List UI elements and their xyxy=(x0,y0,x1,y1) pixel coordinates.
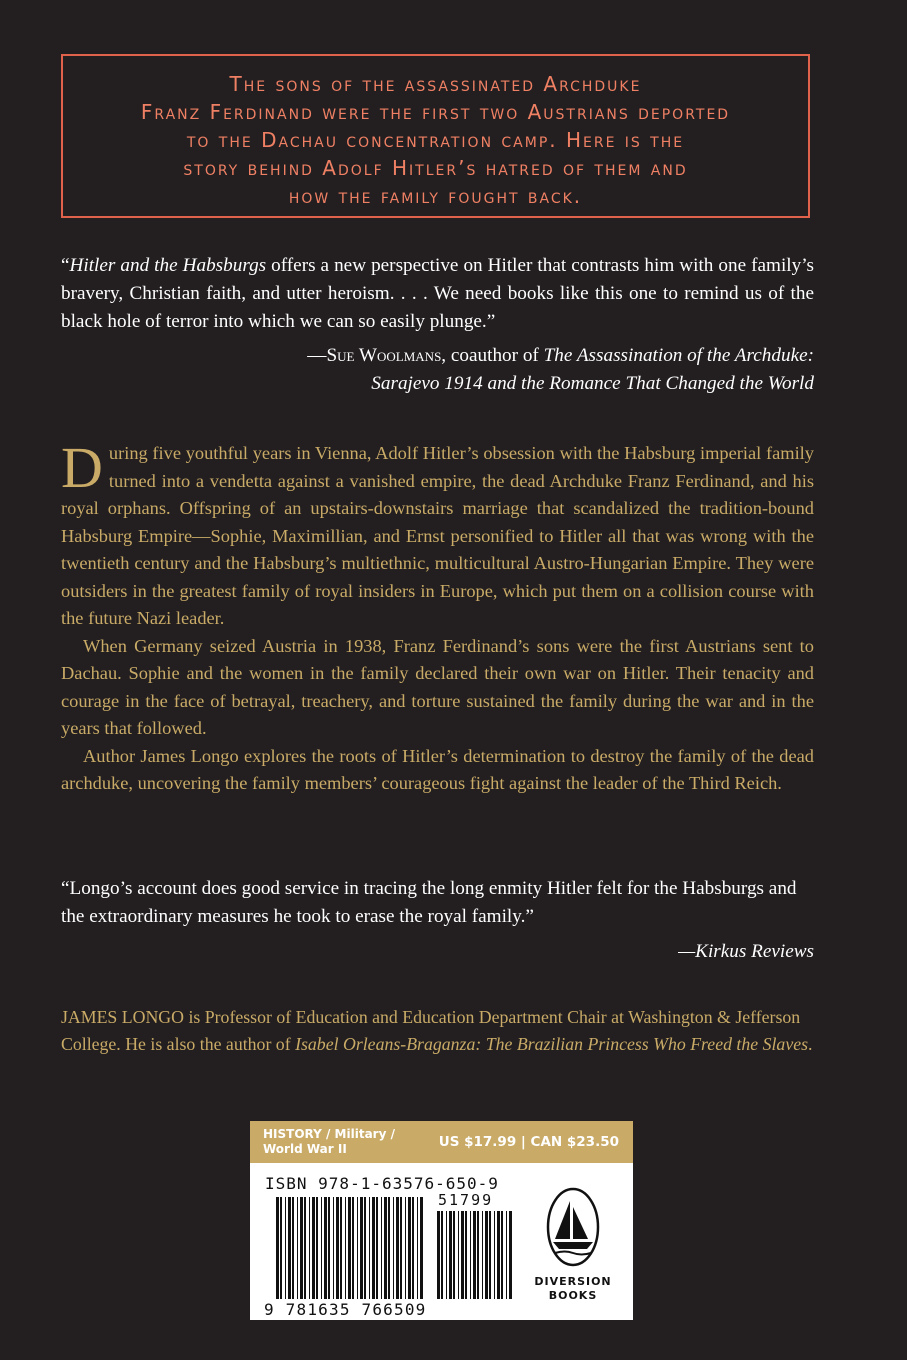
endorser-book-subtitle: Sarajevo 1914 and the Romance That Changed the World xyxy=(371,373,814,394)
barcode-bar xyxy=(485,1211,488,1299)
quoted-book-title: Hitler and the Habsburgs xyxy=(69,255,267,276)
barcode-bar xyxy=(494,1211,495,1299)
barcode-bar xyxy=(340,1197,342,1299)
isbn-label: ISBN 978-1-63576-650-9 xyxy=(265,1174,499,1193)
description-paragraph: When Germany seized Austria in 1938, Franz Ferdinand’s sons were the first Austrians sent to Dachau. Sophie and the women in the family declared their own war on Hitler. Their tenacity and courage in the face of betrayal, treachery, and torture sustained the family during the war and in the years that followed. xyxy=(61,635,814,738)
barcode-bar xyxy=(348,1197,351,1299)
book-description xyxy=(61,435,814,798)
barcode-bar xyxy=(489,1211,491,1299)
barcode-bar xyxy=(473,1211,476,1299)
author-other-book: Isabel Orleans-Braganza: The Brazilian Princess Who Freed the Slaves xyxy=(295,1034,809,1054)
barcode-bar xyxy=(470,1211,471,1299)
tagline-line: Franz Ferdinand were the first two Austrians deported xyxy=(140,100,731,124)
tagline-box xyxy=(61,54,810,218)
endorser-book-title: The Assassination of the Archduke: xyxy=(543,345,814,366)
author-bio-end: . xyxy=(808,1034,813,1054)
barcode-bar xyxy=(408,1197,411,1299)
tagline-line: how the family fought back. xyxy=(288,184,583,208)
tagline-text xyxy=(73,70,798,210)
ean-digits: 9 781635 766509 xyxy=(264,1300,427,1319)
barcode-bar xyxy=(369,1197,370,1299)
bisac-category: HISTORY / Military / World War II xyxy=(263,1127,395,1156)
barcode-bar xyxy=(364,1197,366,1299)
barcode-bar xyxy=(300,1197,303,1299)
price-code: 51799 xyxy=(438,1193,494,1209)
barcode-bar xyxy=(352,1197,354,1299)
barcode-bar xyxy=(420,1197,423,1299)
barcode-bar xyxy=(393,1197,394,1299)
review-attribution: —Kirkus Reviews xyxy=(678,941,814,962)
description-paragraph: Author James Longo explores the roots of Hitler’s determination to destroy the family of the dead archduke, uncovering the family members’ courageous fight against the leader of the Third Reich. xyxy=(61,745,814,793)
barcode-bar xyxy=(417,1197,418,1299)
isbn-barcode xyxy=(262,1193,524,1319)
barcode-bar xyxy=(405,1197,406,1299)
barcode-bar xyxy=(280,1197,282,1299)
endorsement-attribution xyxy=(114,342,814,398)
barcode-header xyxy=(250,1121,633,1163)
tagline-line: The sons of the assassinated Archduke xyxy=(229,72,642,96)
barcode-bar xyxy=(384,1197,387,1299)
barcode-bar xyxy=(506,1211,507,1299)
barcode-bar xyxy=(449,1211,452,1299)
barcode-bar xyxy=(509,1211,512,1299)
quote-text: offers a new perspective on Hitler that contrasts him with one family’s bravery, Christian faith, and utter heroism. . . . We need books like this one to remind us of the black hole of terror into which we can so easily plunge.” xyxy=(61,255,814,332)
barcode-bar xyxy=(376,1197,378,1299)
endorsement-quote xyxy=(61,252,814,336)
barcode-bar xyxy=(316,1197,318,1299)
barcode-bar xyxy=(388,1197,390,1299)
barcode-bar xyxy=(345,1197,346,1299)
barcode-bar xyxy=(482,1211,483,1299)
barcode-bar xyxy=(321,1197,322,1299)
description-paragraph: uring five youthful years in Vienna, Adolf Hitler’s obsession with the Habsburg imperial family turned into a vendetta against a vanished empire, the dead Archduke Franz Ferdinand, and his royal orphans. Offspring of an upstairs-downstairs marriage that scandalized the tradition-bound Habsburg Empire—Sophie, Maximillian, and Ernst personified to Hitler all that was wrong with the twentieth century and the Habsburg’s multiethnic, multicultural Austro-Hungarian Empire. They were outsiders in the greatest family of royal insiders in Europe, which put them on a collision course with the future Nazi leader. xyxy=(61,443,814,628)
endorser-name: —Sue Woolmans xyxy=(307,345,442,366)
barcode-panel xyxy=(250,1121,633,1320)
barcode-bar xyxy=(309,1197,310,1299)
barcode-bar xyxy=(297,1197,298,1299)
tagline-line: to the Dachau concentration camp. Here is the xyxy=(186,128,685,152)
barcode-bar xyxy=(304,1197,306,1299)
barcode-bar xyxy=(372,1197,375,1299)
author-name: JAMES LONGO xyxy=(61,1007,184,1027)
barcode-bar xyxy=(357,1197,358,1299)
barcode-bar xyxy=(437,1211,440,1299)
barcode-bar xyxy=(441,1211,443,1299)
price-label: US $17.99 | CAN $23.50 xyxy=(438,1134,619,1150)
barcode-bar xyxy=(333,1197,334,1299)
barcode-bar xyxy=(501,1211,503,1299)
barcode-bar xyxy=(461,1211,464,1299)
barcode-bar xyxy=(400,1197,402,1299)
barcode-bar xyxy=(328,1197,330,1299)
publisher-name-line: BOOKS xyxy=(548,1289,598,1302)
quote-open-mark: “ xyxy=(61,255,70,276)
barcode-bar xyxy=(465,1211,467,1299)
barcode-bar xyxy=(396,1197,399,1299)
publisher-name-line: DIVERSION xyxy=(534,1275,612,1288)
publisher-logo xyxy=(525,1179,621,1317)
barcode-bar xyxy=(324,1197,327,1299)
barcode-bar xyxy=(288,1197,291,1299)
endorser-role: , coauthor of xyxy=(441,345,544,366)
barcode-bar xyxy=(477,1211,479,1299)
author-bio xyxy=(61,1004,824,1058)
barcode-bar xyxy=(360,1197,363,1299)
barcode-bar xyxy=(276,1197,279,1299)
barcode-bar xyxy=(453,1211,455,1299)
barcode-bar xyxy=(412,1197,414,1299)
barcode-bar xyxy=(497,1211,500,1299)
barcode-bar xyxy=(285,1197,286,1299)
sailboat-icon xyxy=(525,1179,621,1271)
publisher-name xyxy=(525,1275,621,1303)
author-bio-text: is Professor of Education and Education Department Chair at Washington & Jefferson College. He is also the author of xyxy=(61,1007,801,1054)
barcode-bar xyxy=(312,1197,315,1299)
tagline-line: story behind Adolf Hitler’s hatred of them and xyxy=(183,156,688,180)
barcode-bar xyxy=(381,1197,382,1299)
drop-cap: D xyxy=(61,435,103,500)
barcode-bar xyxy=(458,1211,459,1299)
barcode-bar xyxy=(292,1197,294,1299)
review-quote: “Longo’s account does good service in tracing the long enmity Hitler felt for the Habsburgs and the extraordinary measures he took to erase the royal family.” xyxy=(61,878,797,927)
barcode-bar xyxy=(336,1197,339,1299)
barcode-bar xyxy=(446,1211,447,1299)
